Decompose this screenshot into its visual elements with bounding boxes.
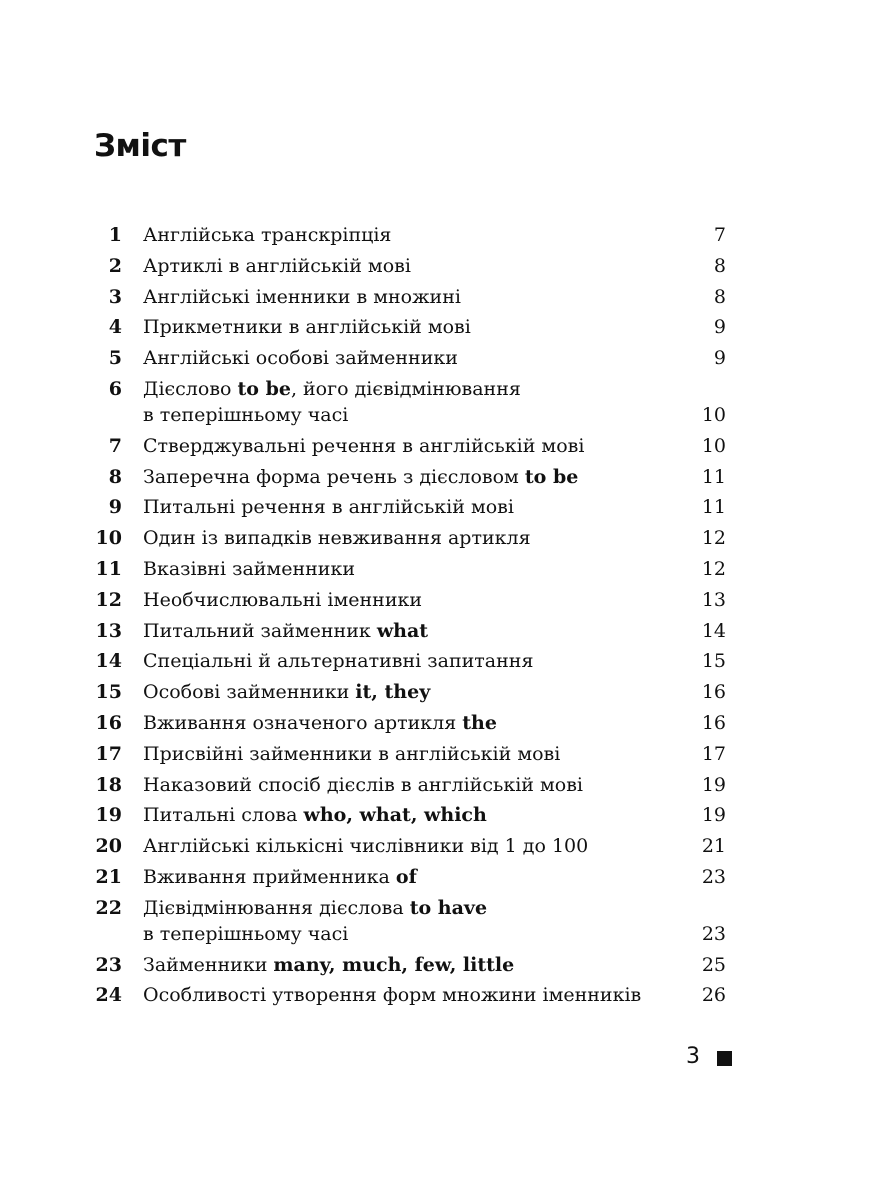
toc-entry-title <box>143 864 688 890</box>
toc-entry-text: Стверджувальні речення в англійській мові <box>143 434 585 457</box>
toc-entry-text: Присвійні займенники в англійській мові <box>143 742 561 765</box>
toc-entry-page: 8 <box>713 285 726 308</box>
toc-entry-bold-term: to be <box>524 465 579 488</box>
toc-entry-text: Англійські кількісні числівники від 1 до 100 <box>143 835 589 858</box>
toc-entry-page: 17 <box>701 742 726 765</box>
toc-entry-bold-term: to have <box>409 896 488 919</box>
toc-entry <box>92 710 726 736</box>
toc-entry-text: Дієслово <box>143 377 238 400</box>
toc-entry-page: 11 <box>701 496 726 519</box>
toc-entry-number: 3 <box>108 285 122 308</box>
toc-entry-page: 16 <box>701 711 726 734</box>
toc-entry-title <box>143 741 688 767</box>
toc-entry-number: 9 <box>108 496 122 519</box>
toc-entry-page: 25 <box>701 953 726 976</box>
toc-entry-text: Питальні слова <box>143 804 304 827</box>
toc-entry-page: 11 <box>701 465 726 488</box>
toc-entry-title <box>143 833 688 859</box>
toc-entry-page: 8 <box>713 254 726 277</box>
toc-entry-number: 1 <box>108 224 122 246</box>
toc-entry-page: 9 <box>713 347 726 370</box>
toc-entry-page: 12 <box>701 527 726 550</box>
toc-entry-page: 21 <box>701 835 726 858</box>
toc-entry-title <box>143 253 688 279</box>
toc-entry <box>92 679 726 705</box>
toc-entry-number: 22 <box>95 896 122 919</box>
toc-entry <box>92 376 726 428</box>
toc-entry <box>92 525 726 551</box>
toc-entry-page: 23 <box>701 922 726 945</box>
toc-entry <box>92 464 726 490</box>
toc-entry-text: Вживання прийменника <box>143 865 396 888</box>
toc-entry-text: Англійська транскріпція <box>143 224 392 246</box>
toc-entry-number: 2 <box>108 254 122 277</box>
toc-entry-text: Особові займенники <box>143 681 356 704</box>
toc-entry-number: 21 <box>95 865 122 888</box>
toc-entry-title <box>143 648 688 674</box>
toc-entry-title <box>143 345 688 371</box>
toc-entry-title <box>143 525 688 551</box>
toc-entry-page: 26 <box>701 984 726 1007</box>
toc-entry <box>92 494 726 520</box>
toc-entry-number: 10 <box>95 527 122 550</box>
toc-entry-page: 9 <box>713 316 726 339</box>
toc-entry-number: 23 <box>95 953 122 976</box>
toc-entry-title <box>143 284 688 310</box>
toc-entry-number: 6 <box>108 377 122 400</box>
toc-entry-page: 16 <box>701 681 726 704</box>
toc-entry-text: Англійські особові займенники <box>143 347 458 370</box>
toc-entry <box>92 556 726 582</box>
toc-entry <box>92 253 726 279</box>
toc-entry-bold-term: who, what, which <box>303 804 487 827</box>
toc-entry <box>92 772 726 798</box>
toc-entry-title <box>143 494 688 520</box>
toc-entry-page: 15 <box>701 650 726 673</box>
square-marker-icon <box>717 1051 732 1066</box>
toc-entry <box>92 895 726 947</box>
toc-entry-bold-term: the <box>462 711 497 734</box>
toc-entry <box>92 284 726 310</box>
toc-entry-title <box>143 556 688 582</box>
toc-entry-title <box>143 895 688 947</box>
toc-entry-bold-term: it, they <box>355 681 431 704</box>
toc-entry-page: 19 <box>701 804 726 827</box>
toc-entry-title <box>143 433 688 459</box>
toc-entry-text: Наказовий спосіб дієслів в англійській мові <box>143 773 583 796</box>
toc-entry-text: Вживання означеного артикля <box>143 711 463 734</box>
toc-entry-title <box>143 314 688 340</box>
toc-entry <box>92 833 726 859</box>
toc-entry-text: в теперішньому часі <box>143 403 349 426</box>
toc-entry-title <box>143 464 688 490</box>
toc-entry-text: в теперішньому часі <box>143 922 349 945</box>
toc-entry-text: Артиклі в англійській мові <box>143 254 411 277</box>
toc-entry-number: 18 <box>95 773 122 796</box>
toc-entry-number: 5 <box>108 347 122 370</box>
toc-entry-text: Спеціальні й альтернативні запитання <box>143 650 534 673</box>
toc-entry-number: 7 <box>108 434 122 457</box>
table-of-contents <box>92 222 726 1013</box>
toc-entry-bold-term: of <box>395 865 417 888</box>
toc-entry-text: Вказівні займенники <box>143 557 355 580</box>
toc-entry-title <box>143 618 688 644</box>
toc-entry-number: 4 <box>108 316 122 339</box>
toc-entry <box>92 952 726 978</box>
toc-entry-number: 24 <box>95 984 122 1007</box>
toc-entry-text: Особливості утворення форм множини іменників <box>143 984 642 1007</box>
toc-entry-number: 11 <box>95 557 122 580</box>
toc-entry-text: Один із випадків невживання артикля <box>143 527 531 550</box>
toc-entry-number: 16 <box>95 711 122 734</box>
toc-entry <box>92 864 726 890</box>
toc-entry <box>92 433 726 459</box>
toc-entry-title <box>143 952 688 978</box>
toc-entry-page: 10 <box>701 434 726 457</box>
toc-entry-number: 12 <box>95 588 122 611</box>
toc-entry-page: 12 <box>701 557 726 580</box>
toc-entry-page: 7 <box>713 224 726 246</box>
toc-entry-text: Необчислювальні іменники <box>143 588 423 611</box>
toc-entry-number: 8 <box>108 465 122 488</box>
toc-entry-text: , його дієвідмінювання <box>290 377 521 400</box>
toc-entry-text: Заперечна форма речень з дієсловом <box>143 465 525 488</box>
toc-entry-text: Прикметники в англійській мові <box>143 316 471 339</box>
toc-entry-text: Питальні речення в англійській мові <box>143 496 514 519</box>
toc-entry-number: 15 <box>95 681 122 704</box>
toc-entry-bold-term: what <box>376 619 429 642</box>
page-footer <box>686 1044 732 1069</box>
toc-entry-text: Англійські іменники в множині <box>143 285 461 308</box>
toc-entry-title <box>143 679 688 705</box>
toc-entry <box>92 802 726 828</box>
toc-entry-page: 14 <box>701 619 726 642</box>
toc-entry-page: 13 <box>701 588 726 611</box>
page-number: 3 <box>686 1044 700 1069</box>
toc-entry-number: 19 <box>95 804 122 827</box>
toc-entry-page: 23 <box>701 865 726 888</box>
toc-entry-title <box>143 587 688 613</box>
toc-entry-page: 19 <box>701 773 726 796</box>
toc-entry <box>92 648 726 674</box>
toc-entry-number: 20 <box>95 835 122 858</box>
toc-entry-number: 17 <box>95 742 122 765</box>
toc-entry <box>92 222 726 248</box>
toc-entry-number: 14 <box>95 650 122 673</box>
toc-entry-title <box>143 982 688 1008</box>
toc-entry-bold-term: to be <box>237 377 291 400</box>
toc-entry-text: Дієвідмінювання дієслова <box>143 896 410 919</box>
toc-entry <box>92 345 726 371</box>
toc-entry <box>92 982 726 1008</box>
toc-entry-title <box>143 802 688 828</box>
toc-entry-title <box>143 710 688 736</box>
toc-entry <box>92 618 726 644</box>
page-title: Зміст <box>94 128 186 164</box>
toc-entry-number: 13 <box>95 619 122 642</box>
toc-entry-text: Займенники <box>143 953 274 976</box>
toc-entry-title <box>143 222 688 248</box>
toc-entry <box>92 741 726 767</box>
toc-entry-title <box>143 376 688 428</box>
toc-entry-title <box>143 772 688 798</box>
toc-entry <box>92 587 726 613</box>
toc-entry-page: 10 <box>701 403 726 426</box>
toc-entry <box>92 314 726 340</box>
toc-entry-bold-term: many, much, few, little <box>273 953 515 976</box>
toc-entry-text: Питальний займенник <box>143 619 377 642</box>
